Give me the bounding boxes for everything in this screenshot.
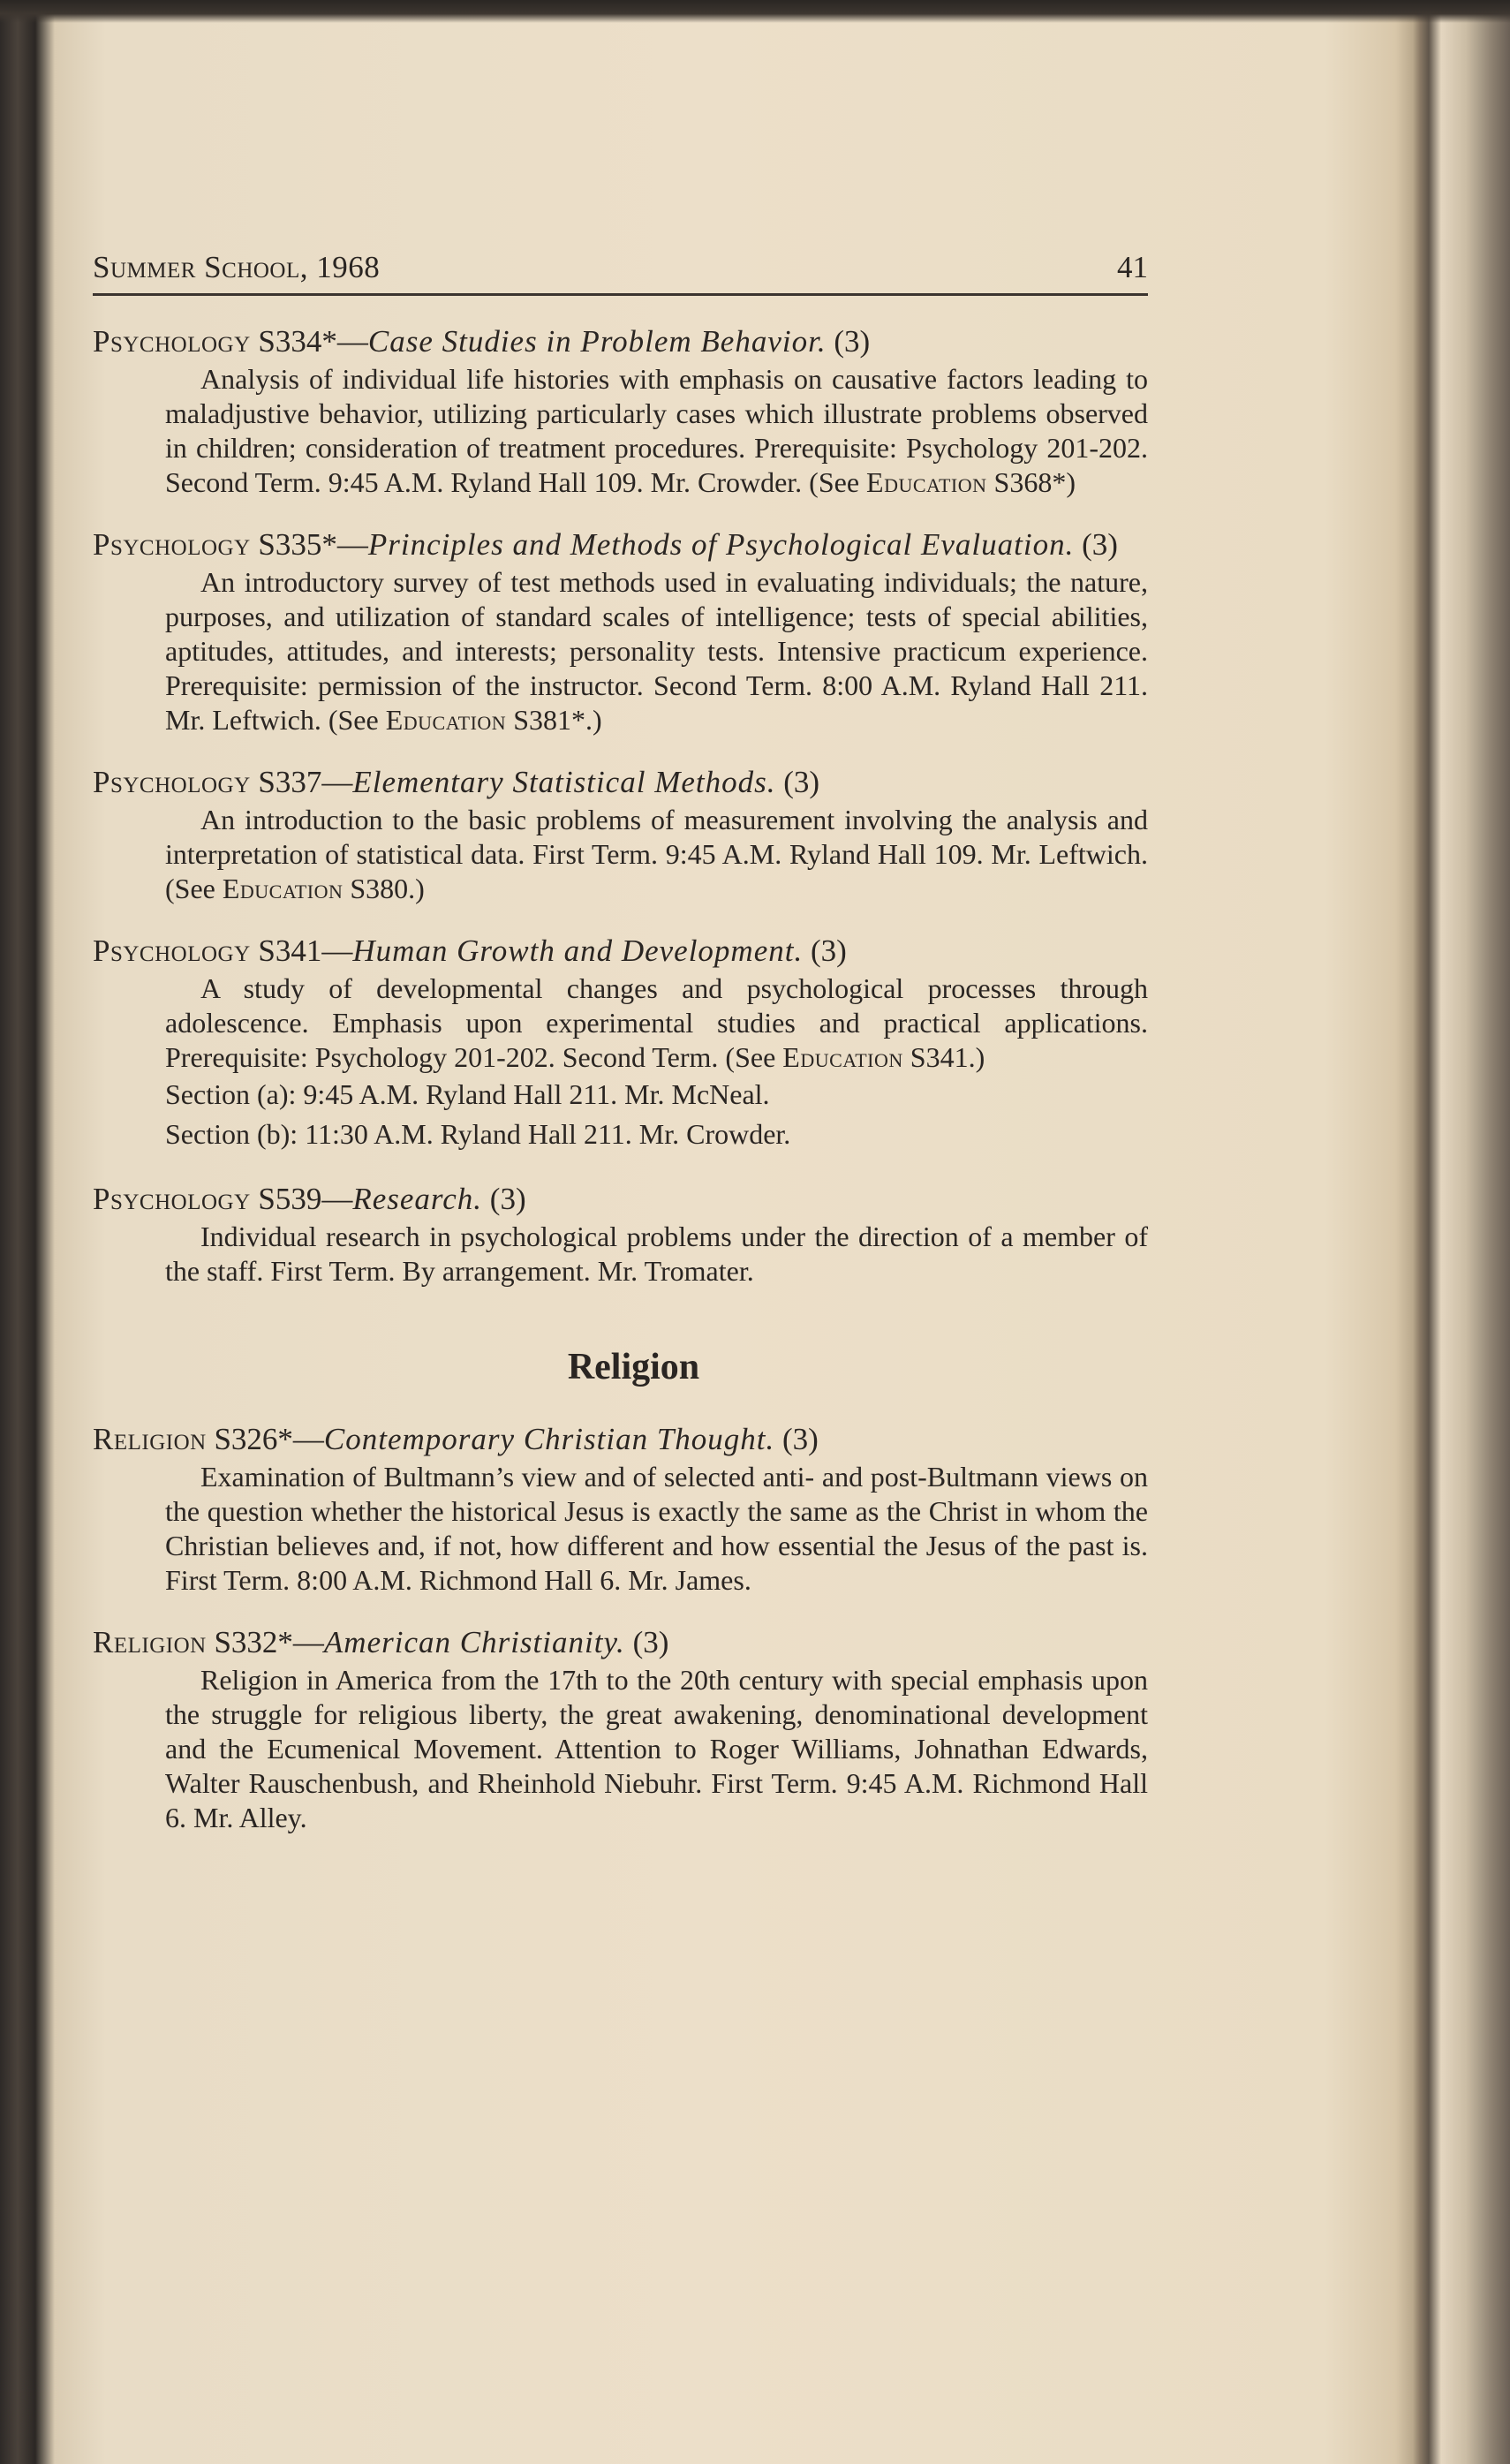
- course-heading: Psychology S341—Human Growth and Development. (3): [93, 933, 847, 968]
- cross-reference-course: S381*.): [506, 704, 602, 736]
- course-heading: Psychology S335*—Principles and Methods of Psychological Evaluation. (3): [93, 527, 1118, 562]
- course-entry: [93, 323, 1148, 500]
- course-department: Psychology: [93, 765, 251, 799]
- description-text: An introduction to the basic problems of measurement involving the analysis and interpretation of statistical data. First Term. 9:45 A.M. Ryland Hall 109. Mr. Leftwich. (See: [165, 804, 1148, 904]
- page-number: 41: [1117, 250, 1148, 284]
- cross-reference-course: S368*): [986, 466, 1076, 498]
- course-title: Research.: [352, 1182, 483, 1216]
- course-entry: [93, 1421, 1148, 1598]
- course-title: Elementary Statistical Methods.: [352, 765, 776, 799]
- header-rule: [93, 293, 1148, 296]
- course-title: Human Growth and Development.: [352, 933, 804, 968]
- course-title: American Christianity.: [323, 1625, 625, 1659]
- course-number: S326*: [214, 1422, 293, 1456]
- course-heading: Psychology S337—Elementary Statistical Methods. (3): [93, 765, 820, 799]
- course-description: Examination of Bultmann’s view and of selected anti- and post-Bultmann views on the question whether the historical Jesus is exactly the same as the Christ in whom the Christian believes and, if not, how different and how essential the Jesus of the past is. First Term. 8:00 A.M. Richmond Hall 6. Mr. James.: [165, 1461, 1148, 1596]
- cross-reference-course: S341.): [902, 1041, 985, 1073]
- cross-reference-dept: Education: [385, 704, 507, 736]
- course-entry: [93, 764, 1148, 906]
- course-heading: Psychology S539—Research. (3): [93, 1182, 526, 1216]
- course-title: Principles and Methods of Psychological Evaluation.: [367, 527, 1075, 562]
- course-description: [165, 565, 1148, 737]
- cross-reference-course: S380.): [343, 873, 425, 904]
- course-credits: (3): [1082, 527, 1118, 562]
- cross-reference-dept: Education: [222, 873, 344, 904]
- course-department: Religion: [93, 1625, 207, 1659]
- course-section-a: Section (a): 9:45 A.M. Ryland Hall 211. Mr. McNeal.: [165, 1078, 770, 1110]
- course-credits: (3): [834, 324, 871, 359]
- course-heading: Religion S326*—Contemporary Christian Thought. (3): [93, 1422, 819, 1456]
- course-description: [165, 362, 1148, 500]
- description-text: An introductory survey of test methods used in evaluating individuals; the nature, purposes, and utilization of standard scales of intelligence; tests of special abilities, aptitudes, attitudes, and interests; personality tests. Intensive practicum experience. Prerequisite: permission of the instructor. Second Term. 8:00 A.M. Ryland Hall 211. Mr. Leftwich. (See: [165, 566, 1148, 736]
- course-entry: [93, 526, 1148, 737]
- course-description: Individual research in psychological problems under the direction of a member of the staff. First Term. By arrangement. Mr. Tromater.: [165, 1221, 1148, 1287]
- running-head: [93, 247, 1148, 288]
- course-description: [165, 971, 1148, 1075]
- course-credits: (3): [632, 1625, 669, 1659]
- course-title: Case Studies in Problem Behavior.: [367, 324, 827, 359]
- course-number: S332*: [214, 1625, 293, 1659]
- page-content: [93, 323, 1148, 1862]
- course-title: Contemporary Christian Thought.: [323, 1422, 775, 1456]
- course-number: S334*: [258, 324, 337, 359]
- course-number: S341: [258, 933, 322, 968]
- course-department: Religion: [93, 1422, 207, 1456]
- course-section-b: Section (b): 11:30 A.M. Ryland Hall 211. Mr. Crowder.: [165, 1118, 791, 1150]
- section-title-religion: Religion: [567, 1347, 700, 1387]
- course-description: [165, 803, 1148, 906]
- course-credits: (3): [782, 1422, 819, 1456]
- description-text: A study of developmental changes and psychological processes through adolescence. Emphasis upon experimental studies and practical applications. Prerequisite: Psychology 201-202. Second Term. (See: [165, 972, 1148, 1073]
- course-entry: [93, 933, 1148, 1154]
- course-department: Psychology: [93, 1182, 251, 1216]
- running-title: Summer School, 1968: [93, 250, 381, 284]
- course-number: S539: [258, 1182, 322, 1216]
- course-entry: [93, 1624, 1148, 1835]
- course-credits: (3): [810, 933, 847, 968]
- course-department: Psychology: [93, 933, 251, 968]
- cross-reference-dept: Education: [866, 466, 987, 498]
- cross-reference-dept: Education: [782, 1041, 903, 1073]
- course-department: Psychology: [93, 527, 251, 562]
- course-description: Religion in America from the 17th to the 20th century with special emphasis upon the struggle for religious liberty, the great awakening, denominational development and the Ecumenical Movement. Attention to Roger Williams, Johnathan Edwards, Walter Rauschenbush, and Rheinhold Niebuhr. First Term. 9:45 A.M. Richmond Hall 6. Mr. Alley.: [165, 1664, 1148, 1833]
- course-credits: (3): [489, 1182, 526, 1216]
- course-department: Psychology: [93, 324, 251, 359]
- course-heading: Psychology S334*—Case Studies in Problem Behavior. (3): [93, 324, 871, 359]
- course-entry: [93, 1181, 1148, 1289]
- course-credits: (3): [783, 765, 820, 799]
- course-number: S335*: [258, 527, 337, 562]
- course-heading: Religion S332*—American Christianity. (3): [93, 1625, 669, 1659]
- course-number: S337: [258, 765, 322, 799]
- description-text: Analysis of individual life histories with emphasis on causative factors leading to maladjustive behavior, utilizing particularly cases which illustrate problems observed in children; consideration of treatment procedures. Prerequisite: Psychology 201-202. Second Term. 9:45 A.M. Ryland Hall 109. Mr. Crowder. (See: [165, 363, 1148, 498]
